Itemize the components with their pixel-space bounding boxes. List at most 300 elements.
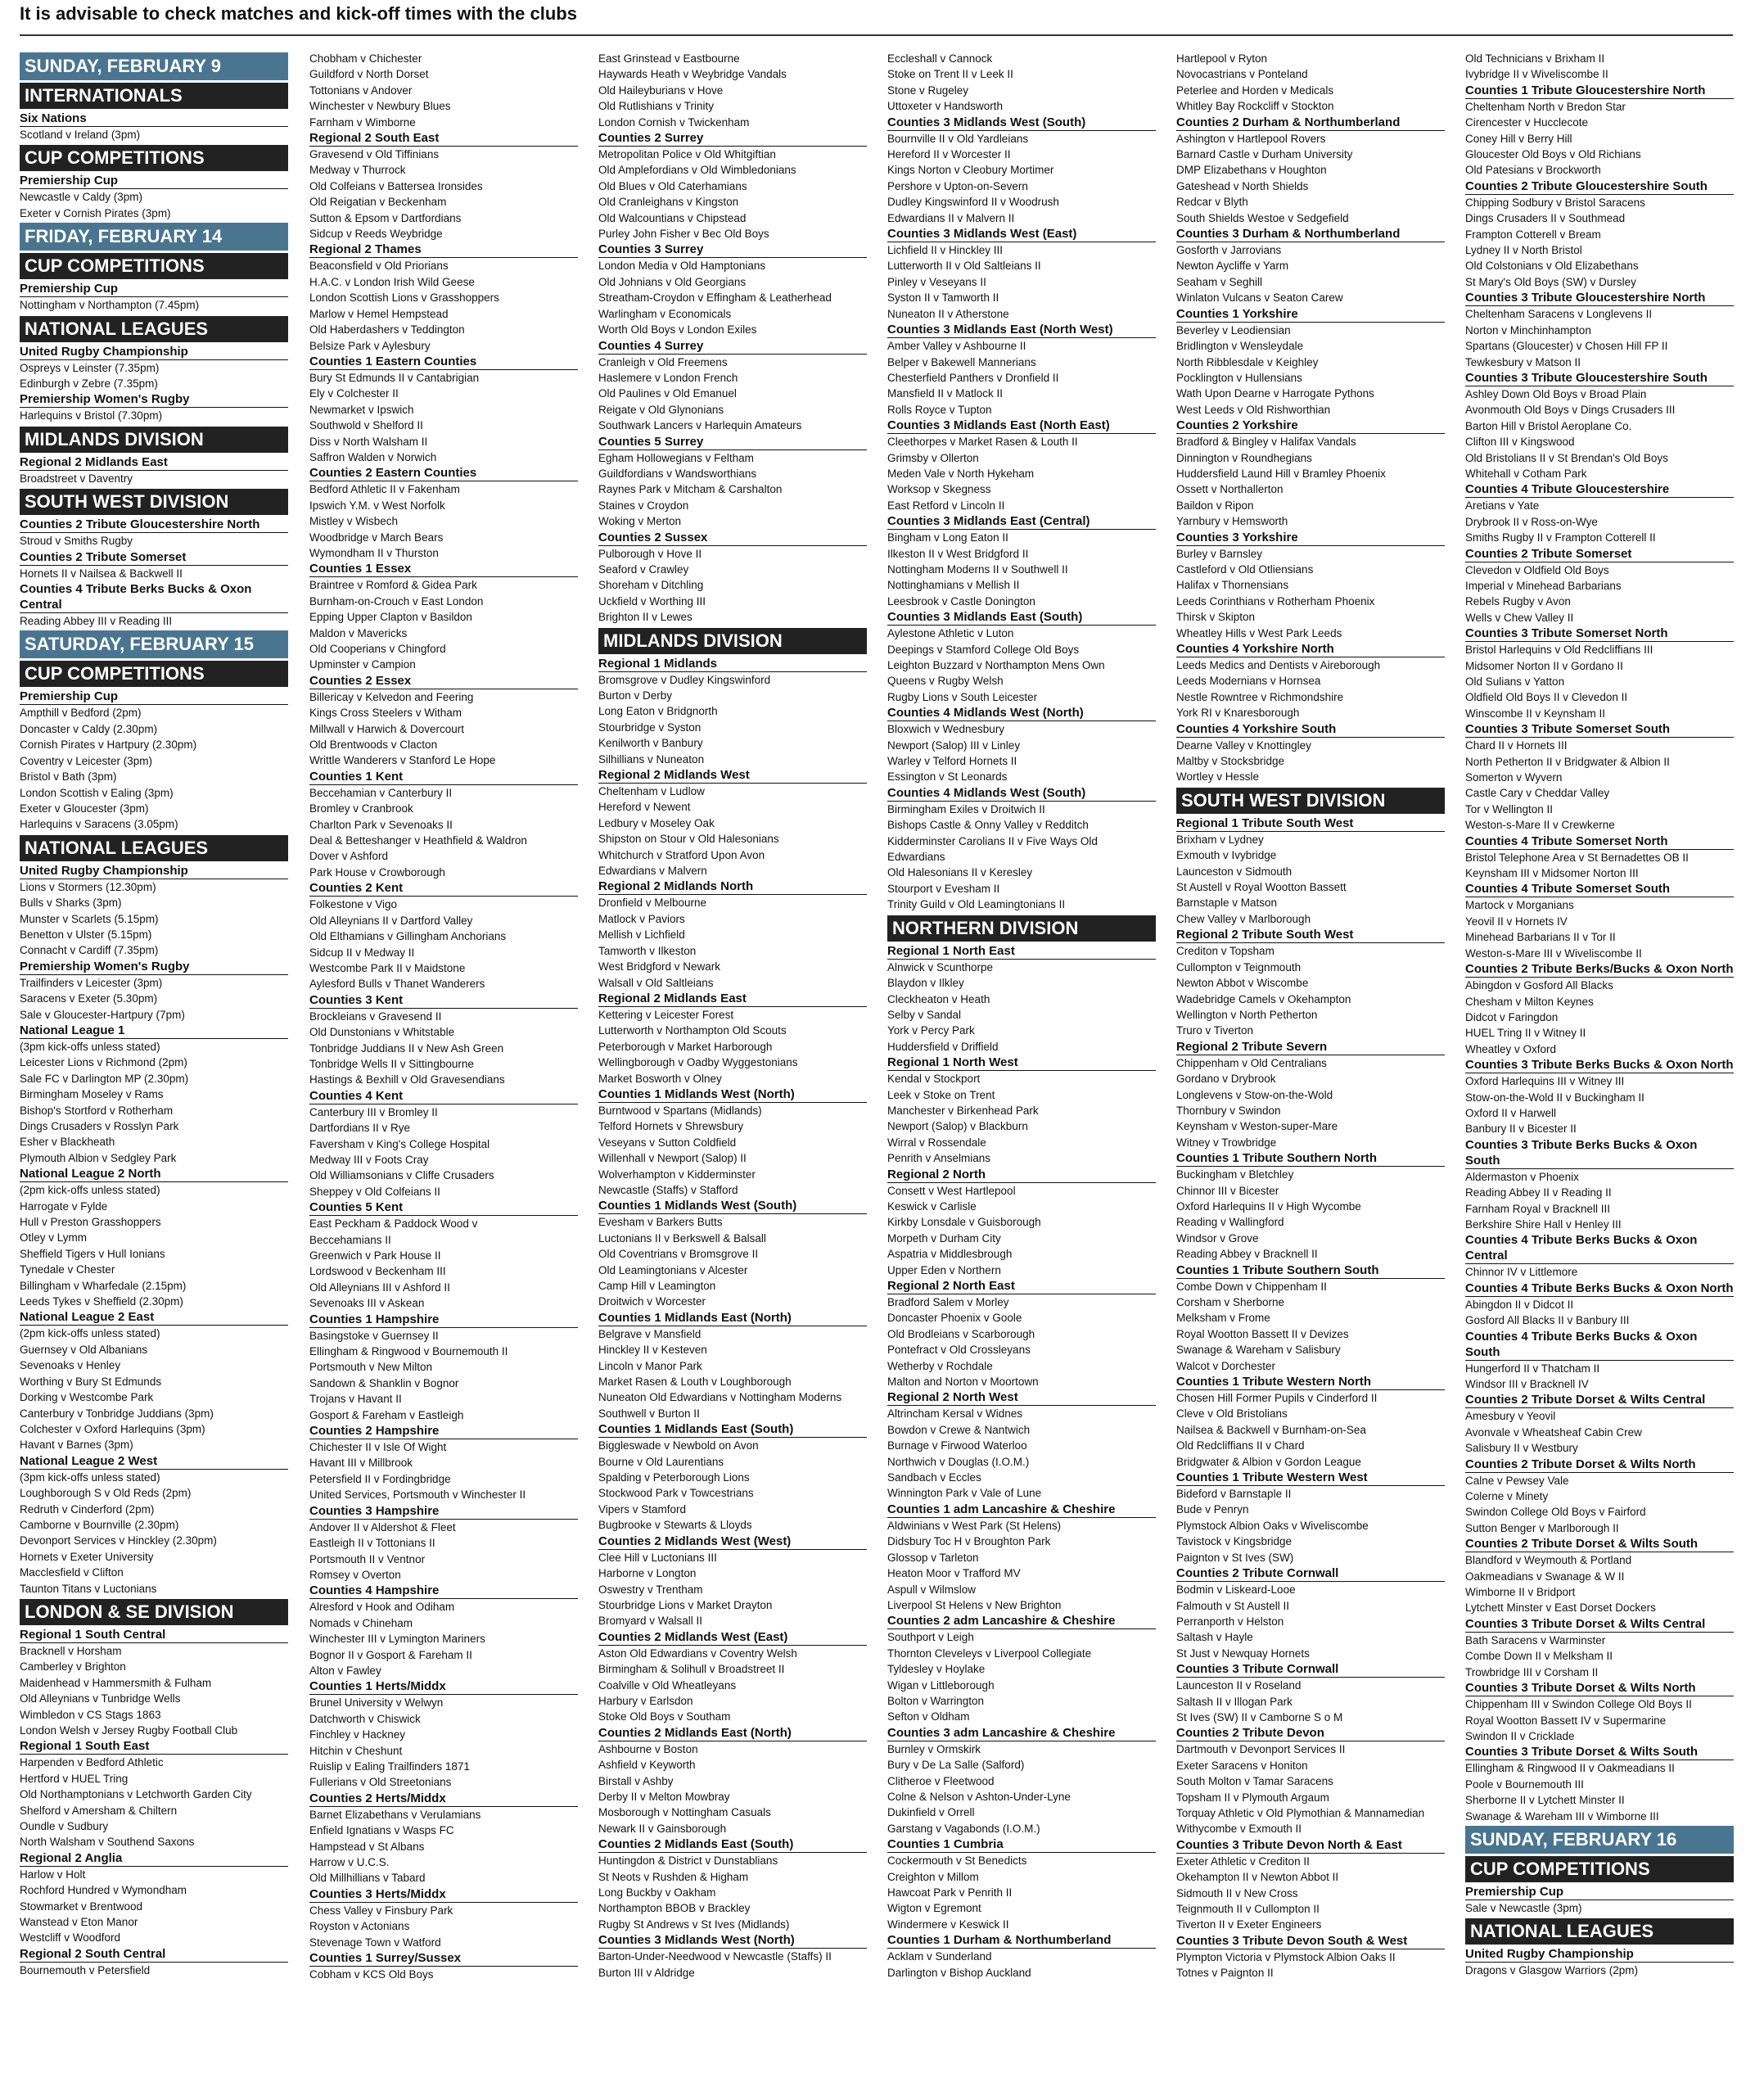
fixture-line: Shoreham v Ditchling: [598, 579, 704, 592]
competition-heading: Counties 3 Tribute Berks Bucks & Oxon South: [1465, 1137, 1734, 1169]
fixture-line: Newcastle v Caldy (3pm): [20, 191, 143, 204]
fixture-line: Edwardians: [887, 851, 945, 864]
competition-heading: Regional 1 South East: [20, 1738, 288, 1755]
fixture-line: Chippenham III v Swindon College Old Boys II: [1465, 1698, 1692, 1711]
competition-heading: Counties 5 Kent: [309, 1199, 578, 1216]
fixture-line: Portsmouth II v Ventnor: [309, 1552, 426, 1565]
fixture-line: Connacht v Cardiff (7.35pm): [20, 944, 159, 957]
fixture-line: Wanstead v Eton Manor: [20, 1916, 138, 1929]
fixture-line: Creighton v Millom: [887, 1870, 979, 1883]
competition-heading: Counties 4 Tribute Somerset South: [1465, 881, 1734, 897]
fixture-line: Broadstreet v Daventry: [20, 472, 133, 485]
competition-heading: Counties 2 Durham & Northumberland: [1176, 115, 1445, 131]
fixture-line: Reading Abbey II v Reading II: [1465, 1186, 1612, 1199]
fixture-line: Halifax v Thornensians: [1176, 579, 1289, 592]
fixture-line: Royston v Actonians: [309, 1920, 410, 1933]
fixture-line: Kings Norton v Cleobury Mortimer: [887, 164, 1054, 177]
fixture-line: Lichfield II v Hinckley III: [887, 244, 1004, 257]
fixture-line: Plympton Victoria v Plymstock Albion Oaks II: [1176, 1950, 1396, 1963]
fixture-line: Old Alleynians II v Dartford Valley: [309, 914, 473, 927]
fixture-line: Imperial v Minehead Barbarians: [1465, 579, 1622, 592]
fixture-line: Tonbridge Wells II v Sittingbourne: [309, 1057, 474, 1070]
competition-heading: Regional 1 North East: [887, 943, 1156, 960]
fixture-line: Colerne v Minety: [1465, 1490, 1549, 1503]
fixture-line: Thirsk v Skipton: [1176, 611, 1256, 624]
fixture-line: Kettering v Leicester Forest: [598, 1008, 734, 1021]
competition-heading: Regional 2 Midlands East: [20, 454, 288, 471]
fixture-line: Castle Cary v Cheddar Valley: [1465, 787, 1610, 800]
fixture-line: Bourne v Old Laurentians: [598, 1455, 724, 1468]
fixture-line: Wolverhampton v Kidderminster: [598, 1168, 756, 1181]
fixture-line: Avonmouth Old Boys v Dings Crusaders III: [1465, 404, 1676, 417]
competition-heading: Counties 1 Tribute Western West: [1176, 1470, 1445, 1486]
fixture-line: Huddersfield v Driffield: [887, 1040, 999, 1053]
fixture-line: Macclesfield v Clifton: [20, 1566, 124, 1579]
fixture-line: Old Leamingtonians v Alcester: [598, 1263, 748, 1276]
fixture-line: Deepings v Stamford College Old Boys: [887, 643, 1080, 656]
competition-heading: Counties 2 Herts/Middx: [309, 1791, 578, 1807]
fixture-line: H.A.C. v London Irish Wild Geese: [309, 275, 475, 288]
fixture-line: Huddersfield Laund Hill v Bramley Phoenix: [1176, 467, 1386, 480]
fixture-line: Frampton Cotterell v Bream: [1465, 228, 1601, 241]
fixture-line: Camp Hill v Leamington: [598, 1280, 716, 1292]
fixture-line: Dings Crusaders v Rosslyn Park: [20, 1120, 179, 1132]
fixture-line: Nestle Rowntree v Richmondshire: [1176, 690, 1344, 703]
fixture-line: Consett v West Hartlepool: [887, 1184, 1016, 1197]
fixture-line: Dudley Kingswinford II v Woodrush: [887, 196, 1059, 209]
competition-heading: Counties 4 Midlands West (South): [887, 785, 1156, 802]
fixture-line: Old Cooperians v Chingford: [309, 643, 446, 655]
fixture-line: Tynedale v Chester: [20, 1263, 115, 1276]
fixture-line: Bishops Castle & Onny Valley v Redditch: [887, 819, 1089, 832]
fixture-line: Burnham-on-Crouch v East London: [309, 594, 484, 608]
fixture-line: Bideford v Barnstaple II: [1176, 1488, 1292, 1501]
fixture-line: Witney v Trowbridge: [1176, 1136, 1277, 1149]
fixture-line: North Ribblesdale v Keighley: [1176, 355, 1319, 368]
fixtures-column-6: [1465, 51, 1734, 1979]
fixture-line: Trailfinders v Leicester (3pm): [20, 976, 163, 989]
fixture-line: Charlton Park v Sevenoaks II: [309, 818, 453, 831]
fixture-line: Ashington v Hartlepool Rovers: [1176, 132, 1326, 145]
fixture-line: Mosborough v Nottingham Casuals: [598, 1806, 771, 1819]
fixture-line: Wheatley v Oxford: [1465, 1042, 1557, 1055]
fixture-line: Faversham v King's College Hospital: [309, 1137, 490, 1150]
fixture-line: Bradford & Bingley v Halifax Vandals: [1176, 436, 1356, 449]
fixture-line: Teignmouth II v Cullompton II: [1176, 1903, 1320, 1915]
fixture-line: Old Walcountians v Chipstead: [598, 211, 747, 224]
fixture-line: Canterbury III v Bromley II: [309, 1105, 438, 1118]
fixture-line: Oxford II v Harwell: [1465, 1106, 1557, 1119]
fixture-line: Peterborough v Market Harborough: [598, 1040, 773, 1053]
fixture-line: St Ives (SW) II v Camborne S o M: [1176, 1710, 1343, 1723]
fixture-line: Salisbury II v Westbury: [1465, 1442, 1578, 1455]
fixture-line: Walcot v Dorchester: [1176, 1359, 1276, 1372]
fixture-line: Spalding v Peterborough Lions: [598, 1471, 750, 1484]
fixture-line: Camberley v Brighton: [20, 1660, 126, 1674]
fixture-line: Weston-s-Mare III v Wiveliscombe II: [1465, 946, 1642, 960]
fixture-line: Bolton v Warrington: [887, 1694, 985, 1707]
fixture-line: Okehampton II v Newton Abbot II: [1176, 1871, 1339, 1884]
fixture-line: Wimborne II v Bridport: [1465, 1586, 1576, 1599]
fixture-line: Poole v Bournemouth III: [1465, 1778, 1584, 1791]
fixture-line: St Mary's Old Boys (SW) v Dursley: [1465, 275, 1636, 288]
fixture-line: Edinburgh v Zebre (7.35pm): [20, 377, 158, 391]
fixture-line: Harlow v Holt: [20, 1868, 86, 1881]
competition-heading: Counties 3 Midlands East (South): [887, 609, 1156, 626]
competition-heading: Counties 3 Hampshire: [309, 1503, 578, 1520]
fixture-line: Nailsea & Backwell v Burnham-on-Sea: [1176, 1423, 1366, 1436]
fixture-line: Worth Old Boys v London Exiles: [598, 323, 757, 337]
fixture-line: Old Coventrians v Bromsgrove II: [598, 1248, 759, 1261]
fixture-line: Ellingham & Ringwood II v Oakmeadians II: [1465, 1762, 1675, 1775]
fixture-line: Medway III v Foots Cray: [309, 1153, 429, 1166]
competition-heading: Counties 4 Tribute Berks Bucks & Oxon Central: [1465, 1232, 1734, 1264]
fixture-line: Droitwich v Worcester: [598, 1295, 706, 1308]
fixture-line: Old Haberdashers v Teddington: [309, 323, 465, 337]
fixture-line: Oundle v Sudbury: [20, 1820, 109, 1833]
fixture-line: Greenwich v Park House II: [309, 1249, 441, 1262]
fixture-line: Bournville II v Old Yardleians: [887, 132, 1029, 145]
competition-heading: Regional 2 Anglia: [20, 1850, 288, 1867]
fixture-line: Swindon II v Cricklade: [1465, 1729, 1575, 1742]
fixture-line: Old Colfeians v Battersea Ironsides: [309, 179, 483, 192]
fixture-line: Birmingham Moseley v Rams: [20, 1088, 164, 1101]
competition-heading: Counties 3 Tribute Devon South & West: [1176, 1933, 1445, 1949]
fixture-line: Winscombe II v Keynsham II: [1465, 707, 1606, 720]
competition-heading: Counties 3 Kent: [309, 992, 578, 1009]
fixture-line: Hertford v HUEL Tring: [20, 1772, 129, 1785]
competition-heading: Counties 1 Tribute Southern South: [1176, 1263, 1445, 1279]
fixture-line: Avonvale v Wheatsheaf Cabin Crew: [1465, 1425, 1642, 1439]
fixture-line: Aspatria v Middlesbrough: [887, 1248, 1013, 1261]
competition-heading: Counties 2 Eastern Counties: [309, 465, 578, 481]
fixture-line: Dartmouth v Devonport Services II: [1176, 1743, 1346, 1756]
fixture-line: Willenhall v Newport (Salop) II: [598, 1152, 747, 1165]
fixture-line: Ellingham & Ringwood v Bournemouth II: [309, 1345, 508, 1358]
competition-heading: Counties 2 Essex: [309, 673, 578, 689]
fixture-line: Clee Hill v Luctonians III: [598, 1551, 717, 1564]
fixture-line: Clevedon v Oldfield Old Boys: [1465, 563, 1609, 576]
fixture-line: Hastings & Bexhill v Old Gravesendians: [309, 1073, 505, 1086]
fixture-line: Andover II v Aldershot & Fleet: [309, 1520, 456, 1534]
fixture-line: Windsor v Grove: [1176, 1231, 1259, 1244]
fixture-line: Stourbridge v Syston: [598, 720, 702, 734]
fixture-line: Oxford Harlequins II v High Wycombe: [1176, 1199, 1361, 1213]
fixture-line: Alton v Fawley: [309, 1664, 381, 1677]
fixture-line: Bude v Penryn: [1176, 1503, 1249, 1516]
fixture-line: Nottingham Moderns II v Southwell II: [887, 562, 1068, 576]
fixture-line: Wellington v North Petherton: [1176, 1008, 1318, 1021]
competition-heading: National League 2 North: [20, 1166, 288, 1182]
competition-heading: Counties 3 Tribute Somerset South: [1465, 721, 1734, 738]
fixture-line: Sidcup II v Medway II: [309, 946, 415, 959]
fixture-line: Amber Valley v Ashbourne II: [887, 340, 1026, 353]
fixture-line: DMP Elizabethans v Houghton: [1176, 164, 1327, 177]
fixture-line: Epping Upper Clapton v Basildon: [309, 611, 472, 624]
competition-heading: Counties 2 Midlands East (North): [598, 1725, 867, 1741]
competition-heading: Counties 2 Tribute Dorset & Wilts North: [1465, 1457, 1734, 1473]
fixture-line: Thornton Cleveleys v Liverpool Collegiate: [887, 1647, 1092, 1660]
fixture-line: Cullompton v Teignmouth: [1176, 960, 1302, 973]
fixture-line: Newport (Salop) v Blackburn: [887, 1120, 1028, 1133]
fixture-line: Manchester v Birkenhead Park: [887, 1104, 1039, 1117]
fixture-line: Pocklington v Hullensians: [1176, 371, 1302, 384]
fixture-line: Chew Valley v Marlborough: [1176, 912, 1311, 925]
competition-heading: Regional 2 North: [887, 1167, 1156, 1183]
fixture-line: Chesham v Milton Keynes: [1465, 995, 1594, 1008]
section-banner: CUP COMPETITIONS: [1465, 1856, 1734, 1882]
fixture-line: Drybrook II v Ross-on-Wye: [1465, 515, 1598, 528]
fixture-line: Hereford II v Worcester II: [887, 148, 1011, 161]
competition-heading: Counties 4 Tribute Berks Bucks & Oxon North: [1465, 1281, 1734, 1295]
fixture-line: Alresford v Hook and Odiham: [309, 1601, 455, 1614]
date-banner: SUNDAY, FEBRUARY 16: [1465, 1826, 1734, 1854]
fixture-line: Exeter Saracens v Honiton: [1176, 1759, 1308, 1772]
competition-heading: Regional 1 Midlands: [598, 656, 867, 672]
fixture-line: Brixham v Lydney: [1176, 833, 1264, 846]
fixture-line: Norton v Minchinhampton: [1465, 323, 1591, 337]
fixture-line: Ossett v Northallerton: [1176, 483, 1284, 496]
fixture-line: Old Amplefordians v Old Wimbledonians: [598, 164, 796, 177]
fixture-line: Liverpool St Helens v New Brighton: [887, 1598, 1062, 1611]
fixture-line: Calne v Pewsey Vale: [1465, 1474, 1569, 1487]
fixture-line: Beccehamian v Canterbury II: [309, 786, 453, 799]
competition-heading: Regional 2 North East: [887, 1278, 1156, 1294]
fixture-line: Bridlington v Wensleydale: [1176, 340, 1304, 353]
fixture-line: Dinnington v Roundhegians: [1176, 451, 1312, 464]
fixture-line: Lutterworth v Northampton Old Scouts: [598, 1024, 787, 1037]
section-banner: MIDLANDS DIVISION: [20, 427, 288, 453]
competition-heading: Counties 4 Surrey: [598, 338, 867, 355]
fixture-line: Harlequins v Saracens (3.05pm): [20, 818, 178, 831]
competition-heading: Premiership Cup: [20, 281, 288, 297]
competition-heading: Counties 4 Tribute Gloucestershire: [1465, 481, 1734, 498]
fixture-line: St Neots v Rushden & Higham: [598, 1870, 749, 1883]
fixture-line: Chippenham v Old Centralians: [1176, 1056, 1327, 1069]
fixture-line: Newark II v Gainsborough: [598, 1822, 727, 1835]
fixture-line: Martock v Morganians: [1465, 899, 1574, 912]
competition-heading: Counties 3 Midlands West (South): [887, 115, 1156, 131]
competition-heading: Regional 2 Midlands West: [598, 767, 867, 784]
fixture-line: Ledbury v Moseley Oak: [598, 816, 715, 829]
fixture-line: Barnstaple v Matson: [1176, 897, 1278, 910]
fixture-line: Swindon College Old Boys v Fairford: [1465, 1506, 1646, 1519]
fixture-line: Huntingdon & District v Dunstablians: [598, 1854, 778, 1868]
fixture-line: Newton Aycliffe v Yarm: [1176, 260, 1289, 273]
fixture-line: Somerton v Wyvern: [1465, 771, 1563, 784]
fixture-line: York RI v Knaresborough: [1176, 707, 1300, 720]
fixture-line: Warley v Telford Hornets II: [887, 755, 1017, 768]
fixture-line: Midsomer Norton II v Gordano II: [1465, 659, 1623, 672]
fixture-line: Keswick v Carlisle: [887, 1199, 977, 1213]
competition-heading: Counties 2 Tribute Gloucestershire North: [20, 517, 288, 533]
fixture-line: Harpenden v Bedford Athletic: [20, 1756, 164, 1769]
fixture-line: Stow-on-the-Wold II v Buckingham II: [1465, 1091, 1644, 1104]
fixture-line: Gravesend v Old Tiffinians: [309, 148, 440, 161]
fixture-line: Old Technicians v Brixham II: [1465, 52, 1605, 65]
fixture-line: Nuneaton Old Edwardians v Nottingham Moderns: [598, 1391, 842, 1404]
competition-heading: Counties 1 Midlands West (South): [598, 1198, 867, 1214]
competition-heading: Regional 1 South Central: [20, 1627, 288, 1643]
fixture-line: Kenilworth v Banbury: [598, 737, 703, 750]
fixture-line: Winnington Park v Vale of Lune: [887, 1487, 1042, 1500]
competition-heading: Counties 4 Midlands West (North): [887, 705, 1156, 721]
fixture-line: Stowmarket v Brentwood: [20, 1900, 143, 1913]
fixture-line: Ashbourne v Boston: [598, 1742, 698, 1755]
fixture-line: Old Dunstonians v Whitstable: [309, 1026, 455, 1039]
fixture-line: Meden Vale v North Hykeham: [887, 467, 1035, 480]
fixture-line: Hinckley II v Kesteven: [598, 1344, 707, 1357]
fixture-line: Blandford v Weymouth & Portland: [1465, 1554, 1632, 1567]
fixture-line: Novocastrians v Ponteland: [1176, 68, 1308, 81]
fixture-line: Stourbridge Lions v Market Drayton: [598, 1598, 773, 1611]
fixture-line: Tyldesley v Hoylake: [887, 1663, 986, 1676]
fixture-line: Dartfordians II v Rye: [309, 1122, 411, 1135]
fixture-line: Royal Wootton Bassett IV v Supermarine: [1465, 1714, 1667, 1727]
fixture-line: Saltash II v Illogan Park: [1176, 1695, 1293, 1708]
fixture-line: Sidmouth II v New Cross: [1176, 1886, 1298, 1900]
fixture-line: East Retford v Lincoln II: [887, 499, 1005, 512]
fixture-line: Amesbury v Yeovil: [1465, 1410, 1556, 1423]
fixture-line: Cranleigh v Old Freemens: [598, 355, 728, 368]
competition-heading: Premiership Women's Rugby: [20, 959, 288, 975]
fixture-line: Birmingham Exiles v Droitwich II: [887, 802, 1045, 815]
fixture-line: Bulls v Sharks (3pm): [20, 897, 122, 910]
competition-heading: Counties 4 Yorkshire South: [1176, 721, 1445, 738]
fixture-line: Nuneaton II v Atherstone: [887, 307, 1009, 320]
fixture-line: Alnwick v Scunthorpe: [887, 960, 994, 973]
fixture-line: Eastleigh II v Tottonians II: [309, 1537, 435, 1550]
fixture-line: Hartlepool v Ryton: [1176, 52, 1268, 65]
competition-heading: Counties 4 Hampshire: [309, 1583, 578, 1599]
date-banner: SUNDAY, FEBRUARY 9: [20, 52, 288, 80]
fixture-line: Cobham v KCS Old Boys: [309, 1968, 434, 1981]
fixture-line: Medway v Thurrock: [309, 164, 406, 177]
fixture-line: Barton Hill v Bristol Aeroplane Co.: [1465, 419, 1632, 432]
fixtures-column-5: [1176, 51, 1445, 1981]
fixture-line: Stoke on Trent II v Leek II: [887, 68, 1013, 81]
fixture-line: North Walsham v Southend Saxons: [20, 1836, 195, 1849]
fixture-line: Wells v Chew Valley II: [1465, 611, 1574, 624]
fixture-line: Keynsham III v Midsomer Norton III: [1465, 867, 1639, 880]
fixture-line: Leighton Buzzard v Northampton Mens Own: [887, 659, 1105, 671]
competition-heading: Counties 2 Midlands West (West): [598, 1534, 867, 1550]
fixture-line: Ashley Down Old Boys v Broad Plain: [1465, 387, 1647, 400]
fixture-line: Exeter Athletic v Crediton II: [1176, 1854, 1310, 1868]
fixture-line: Sandown & Shanklin v Bognor: [309, 1376, 459, 1389]
fixture-line: Chesterfield Panthers v Dronfield II: [887, 371, 1059, 384]
competition-heading: Regional 2 South East: [309, 130, 578, 147]
competition-heading: Counties 3 Midlands East (Central): [887, 513, 1156, 530]
fixture-line: Hornets v Exeter University: [20, 1550, 154, 1563]
fixture-line: Gordano v Drybrook: [1176, 1073, 1276, 1086]
fixture-line: Beaconsfield v Old Priorians: [309, 260, 449, 273]
fixture-line: Leek v Stoke on Trent: [887, 1088, 995, 1101]
competition-heading: Counties 2 Midlands East (South): [598, 1836, 867, 1853]
fixture-line: Luctonians II v Berkswell & Balsall: [598, 1231, 766, 1244]
fixtures-column-1: [20, 51, 288, 1978]
fixture-line: Southwark Lancers v Harlequin Amateurs: [598, 419, 802, 432]
fixture-line: Trowbridge III v Corsham II: [1465, 1665, 1599, 1678]
fixture-line: Cheltenham v Ludlow: [598, 785, 705, 798]
fixture-line: Maidenhead v Hammersmith & Fulham: [20, 1676, 212, 1689]
fixture-line: Royal Wootton Bassett II v Devizes: [1176, 1327, 1349, 1340]
fixture-line: Mansfield II v Matlock II: [887, 387, 1004, 400]
fixture-line: Sherborne II v Lytchett Minster II: [1465, 1794, 1625, 1807]
fixture-line: Munster v Scarlets (5.15pm): [20, 912, 159, 925]
section-banner: SOUTH WEST DIVISION: [1176, 788, 1445, 814]
fixture-line: Bishop's Stortford v Rotherham: [20, 1104, 174, 1117]
fixture-line: Old Alleynians v Tunbridge Wells: [20, 1692, 181, 1705]
fixture-line: Warlingham v Economicals: [598, 307, 732, 320]
fixture-line: Brighton II v Lewes: [598, 611, 693, 624]
fixture-line: Harbury v Earlsdon: [598, 1694, 693, 1707]
fixture-line: Barnet Elizabethans v Verulamians: [309, 1808, 481, 1821]
fixture-line: Minehead Barbarians II v Tor II: [1465, 931, 1616, 944]
fixture-line: Reading v Wallingford: [1176, 1216, 1284, 1229]
fixture-line: Leeds Medics and Dentists v Aireborough: [1176, 659, 1381, 671]
advisory-note: It is advisable to check matches and kick-off times with the clubs: [20, 3, 577, 24]
fixture-line: Pinley v Veseyans II: [887, 275, 986, 288]
fixture-line: Tottonians v Andover: [309, 84, 413, 97]
fixture-line: HUEL Tring II v Witney II: [1465, 1027, 1586, 1040]
fixture-line: Coalville v Old Wheatleyans: [598, 1678, 737, 1692]
fixture-line: Old Cranleighans v Kingston: [598, 196, 739, 209]
fixture-line: Kings Cross Steelers v Witham: [309, 707, 462, 720]
fixture-line: Southwold v Shelford II: [309, 419, 423, 432]
fixture-line: Old Elthamians v Gillingham Anchorians: [309, 930, 507, 943]
fixture-line: Gosforth v Jarrovians: [1176, 244, 1282, 257]
fixture-line: Harlequins v Bristol (7.30pm): [20, 409, 163, 422]
fixture-line: Yeovil II v Hornets IV: [1465, 915, 1568, 928]
fixture-line: Didsbury Toc H v Broughton Park: [887, 1535, 1051, 1548]
fixture-line: East Peckham & Paddock Wood v: [309, 1217, 478, 1231]
fixture-line: Selby v Sandal: [887, 1008, 962, 1021]
fixture-line: Yarnbury v Hemsworth: [1176, 515, 1288, 528]
competition-heading: Counties 5 Surrey: [598, 434, 867, 450]
fixture-line: Mellish v Lichfield: [598, 928, 685, 942]
fixture-line: Corsham v Sherborne: [1176, 1296, 1285, 1308]
fixture-line: Derby II v Melton Mowbray: [598, 1790, 730, 1803]
fixture-line: Glossop v Tarleton: [887, 1551, 979, 1564]
fixture-line: Bury v De La Salle (Salford): [887, 1759, 1025, 1772]
fixture-line: Exmouth v Ivybridge: [1176, 849, 1277, 862]
competition-heading: United Rugby Championship: [1465, 1946, 1734, 1963]
fixture-line: Longlevens v Stow-on-the-Wold: [1176, 1088, 1333, 1101]
fixture-line: Bromyard v Walsall II: [598, 1615, 703, 1628]
fixture-line: Old Brodleians v Scarborough: [887, 1327, 1035, 1340]
competition-heading: Counties 1 Surrey/Sussex: [309, 1950, 578, 1967]
fixture-line: Tamworth v Ilkeston: [598, 944, 697, 957]
fixture-line: Sevenoaks III v Askean: [309, 1297, 425, 1310]
fixture-line: Old Haileyburians v Hove: [598, 84, 724, 97]
fixture-line: Esher v Blackheath: [20, 1136, 115, 1149]
fixture-line: Lincoln v Manor Park: [598, 1359, 702, 1372]
fixture-line: Newton Abbot v Wiscombe: [1176, 977, 1309, 990]
fixture-line: Morpeth v Durham City: [887, 1231, 1001, 1244]
fixture-line: Burntwood v Spartans (Midlands): [598, 1104, 762, 1117]
fixture-line: Penrith v Anselmians: [887, 1152, 991, 1165]
fixture-line: Harrogate v Fylde: [20, 1199, 108, 1213]
fixture-line: Queens v Rugby Welsh: [887, 675, 1004, 688]
fixture-line: Matlock v Paviors: [598, 912, 685, 925]
competition-heading: National League 1: [20, 1023, 288, 1039]
fixture-line: Northwich v Douglas (I.O.M.): [887, 1455, 1030, 1468]
fixture-line: Bugbrooke v Stewarts & Lloyds: [598, 1519, 752, 1532]
fixture-line: Uttoxeter v Handsworth: [887, 100, 1004, 113]
fixture-line: Guildford v North Dorset: [309, 68, 429, 81]
fixture-line: Telford Hornets v Shrewsbury: [598, 1120, 744, 1133]
